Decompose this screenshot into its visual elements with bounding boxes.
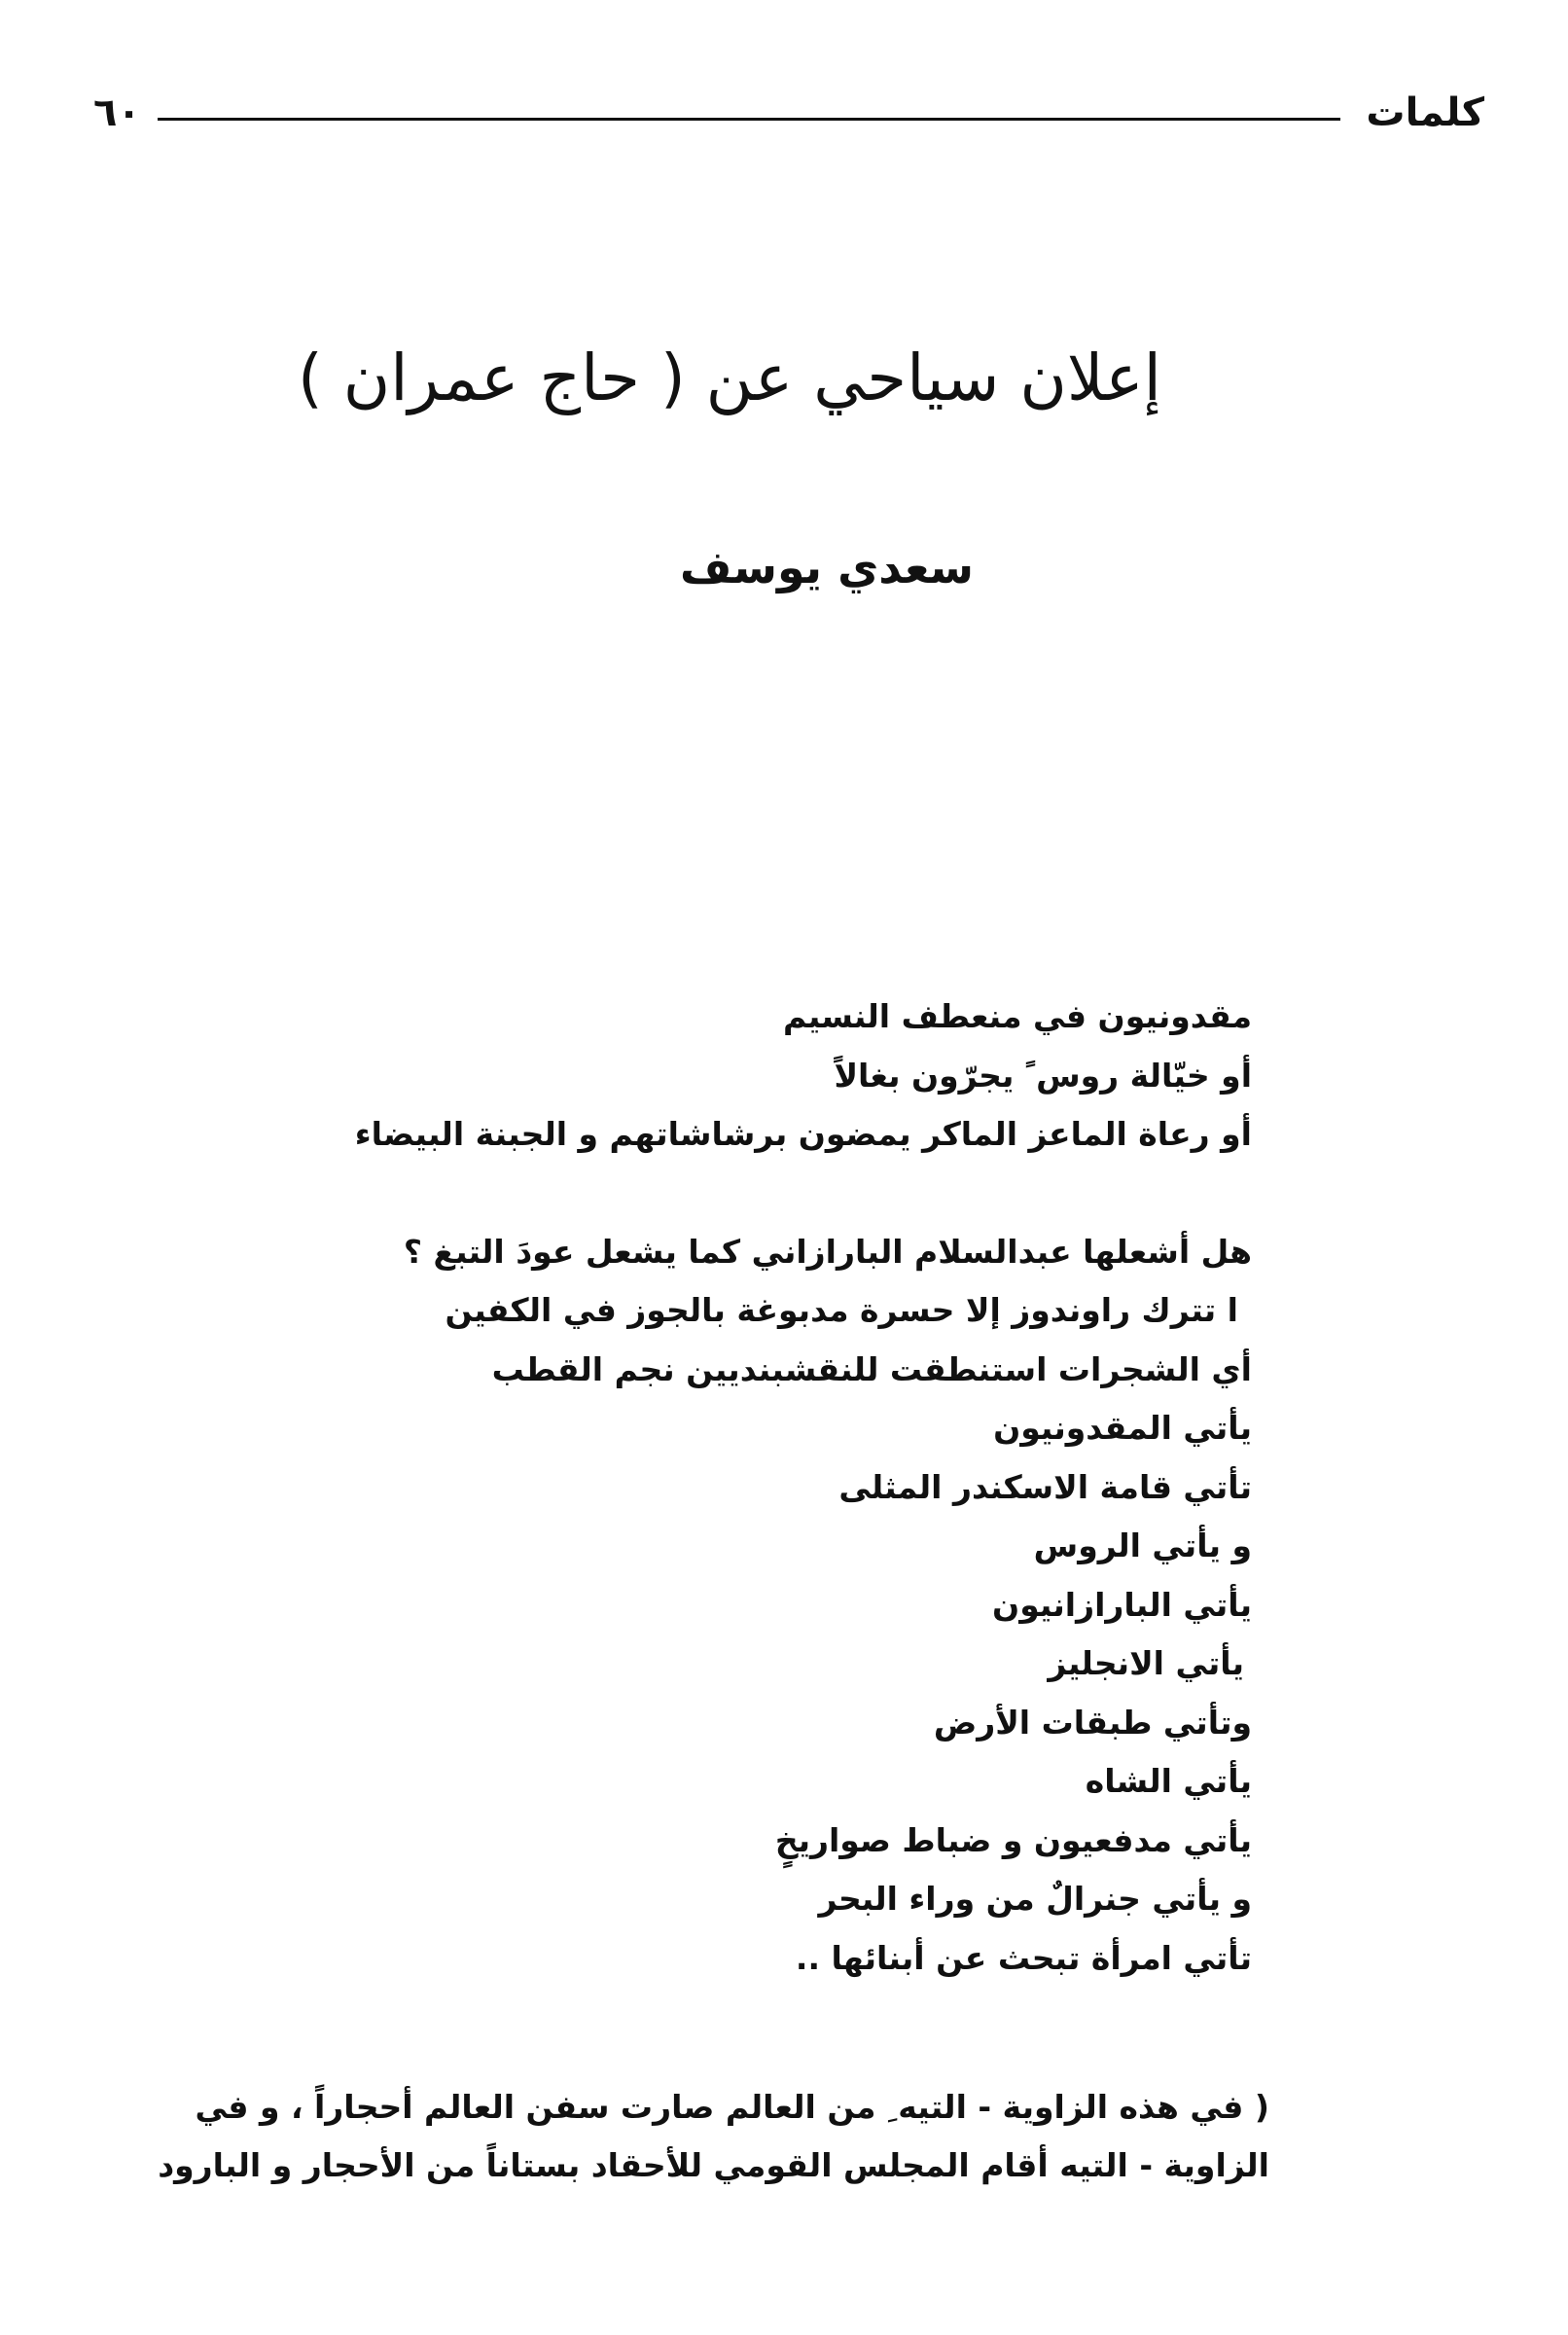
article-title: إعلان سياحي عن ( حاج عمران ) [298,341,1161,416]
poem-line: تأتي امرأة تبحث عن أبنائها .. [795,1938,1252,1977]
prose-line: ( في هذه الزاوية - التيه ِ من العالم صارت سفن العالم أحجاراً ، و في [195,2088,1269,2126]
poem-line: يأتي المقدونيون [993,1409,1252,1447]
poem-line: هل أشعلها عبدالسلام البارازاني كما يشعل عودَ التبغ ؟ [403,1232,1252,1271]
poem-line: و يأتي الروس [1033,1527,1252,1564]
poem-line: يأتي مدفعيون و ضباط صواريخٍ [774,1820,1252,1859]
poem-line: يأتي الشاه [1085,1762,1252,1800]
poem-line: أو رعاة الماعز الماكر يمضون برشاشاتهم و الجبنة البيضاء [354,1115,1252,1153]
poem-line: يأتي الانجليز [1048,1644,1244,1682]
poem-line: أو خيّالة روس ً يجرّون بغالاً [834,1056,1252,1095]
journal-name: كلمات [1366,90,1484,135]
poem-body [231,988,1252,1988]
poem-line: يأتي البارازانيون [992,1585,1252,1624]
header-divider [158,118,1340,121]
stanza [231,988,1252,1165]
prose-paragraph [78,2078,1269,2195]
prose-line: الزاوية - التيه أقام المجلس القومي للأحقاد بستاناً من الأحجار و البارود [158,2146,1269,2184]
stanza [231,1223,1252,1989]
article-author: سعدي يوسف [679,541,975,593]
stanza-break [231,1165,1252,1223]
poem-line: و يأتي جنرالٌ من وراء البحر [818,1880,1252,1918]
poem-line: تأتي قامة الاسكندر المثلى [838,1467,1252,1506]
poem-line: وتأتي طبقات الأرض [933,1703,1252,1742]
page-header [93,90,1484,136]
poem-line: مقدونيون في منعطف النسيم [782,997,1252,1035]
poem-line: ا تترك راوندوز إلا حسرة مدبوغة بالجوز في الكفين [445,1291,1238,1329]
poem-line: أي الشجرات استنطقت للنقشبنديين نجم القطب [491,1349,1252,1388]
page-number: ٦٠ [93,90,141,135]
